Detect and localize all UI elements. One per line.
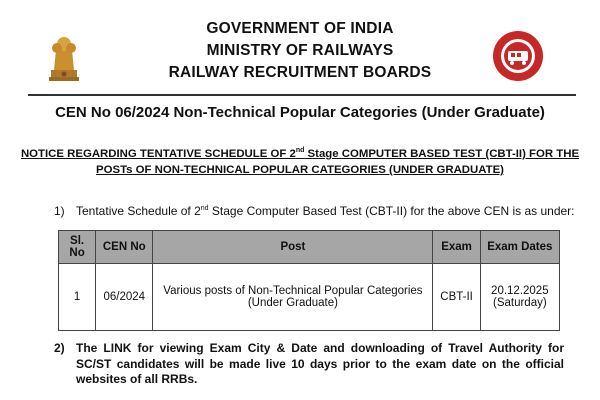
exam-day: (Saturday): [492, 297, 547, 309]
paragraph-number: 1): [54, 204, 65, 218]
paragraph-2: [54, 341, 564, 388]
table-row: [59, 264, 560, 331]
header-post: Post: [153, 231, 433, 264]
cell-cen-no: 06/2024: [96, 264, 153, 331]
cen-title: CEN No 06/2024 Non-Technical Popular Categories (Under Graduate): [55, 104, 545, 121]
paragraph-number: 2): [54, 341, 65, 355]
paragraph-2-text: The LINK for viewing Exam City & Date and downloading of Travel Authority for SC/ST candidates will be made live 10 days prior to the exam date on the official websites of all RRBs.: [76, 341, 564, 386]
paragraph-1: 1) Tentative Schedule of 2nd Stage Computer Based Test (CBT-II) for the above CEN is as under:: [54, 204, 575, 218]
exam-date: 20.12.2025: [491, 285, 549, 297]
header-divider: [28, 94, 576, 96]
table-header-row: [59, 231, 560, 264]
header-exam: Exam: [433, 231, 480, 264]
cell-sl-no: 1: [59, 264, 96, 331]
cell-exam: CBT-II: [433, 264, 480, 331]
header-exam-dates: Exam Dates: [480, 231, 559, 264]
schedule-table: [58, 230, 560, 331]
notice-heading: NOTICE REGARDING TENTATIVE SCHEDULE OF 2nd Stage COMPUTER BASED TEST (CBT-II) FOR THE POSTs OF NON-TECHNICAL POPULAR CATEGORIES (UNDER GRADUATE): [20, 147, 580, 176]
cell-post: Various posts of Non-Technical Popular Categories (Under Graduate): [153, 264, 433, 331]
cell-exam-dates: [480, 264, 559, 331]
header-rrb: RAILWAY RECRUITMENT BOARDS: [168, 64, 432, 81]
header-sl-no: Sl. No: [59, 231, 96, 264]
header-cen-no: CEN No: [96, 231, 153, 264]
header-government: GOVERNMENT OF INDIA: [206, 20, 394, 37]
header-ministry: MINISTRY OF RAILWAYS: [206, 42, 394, 59]
